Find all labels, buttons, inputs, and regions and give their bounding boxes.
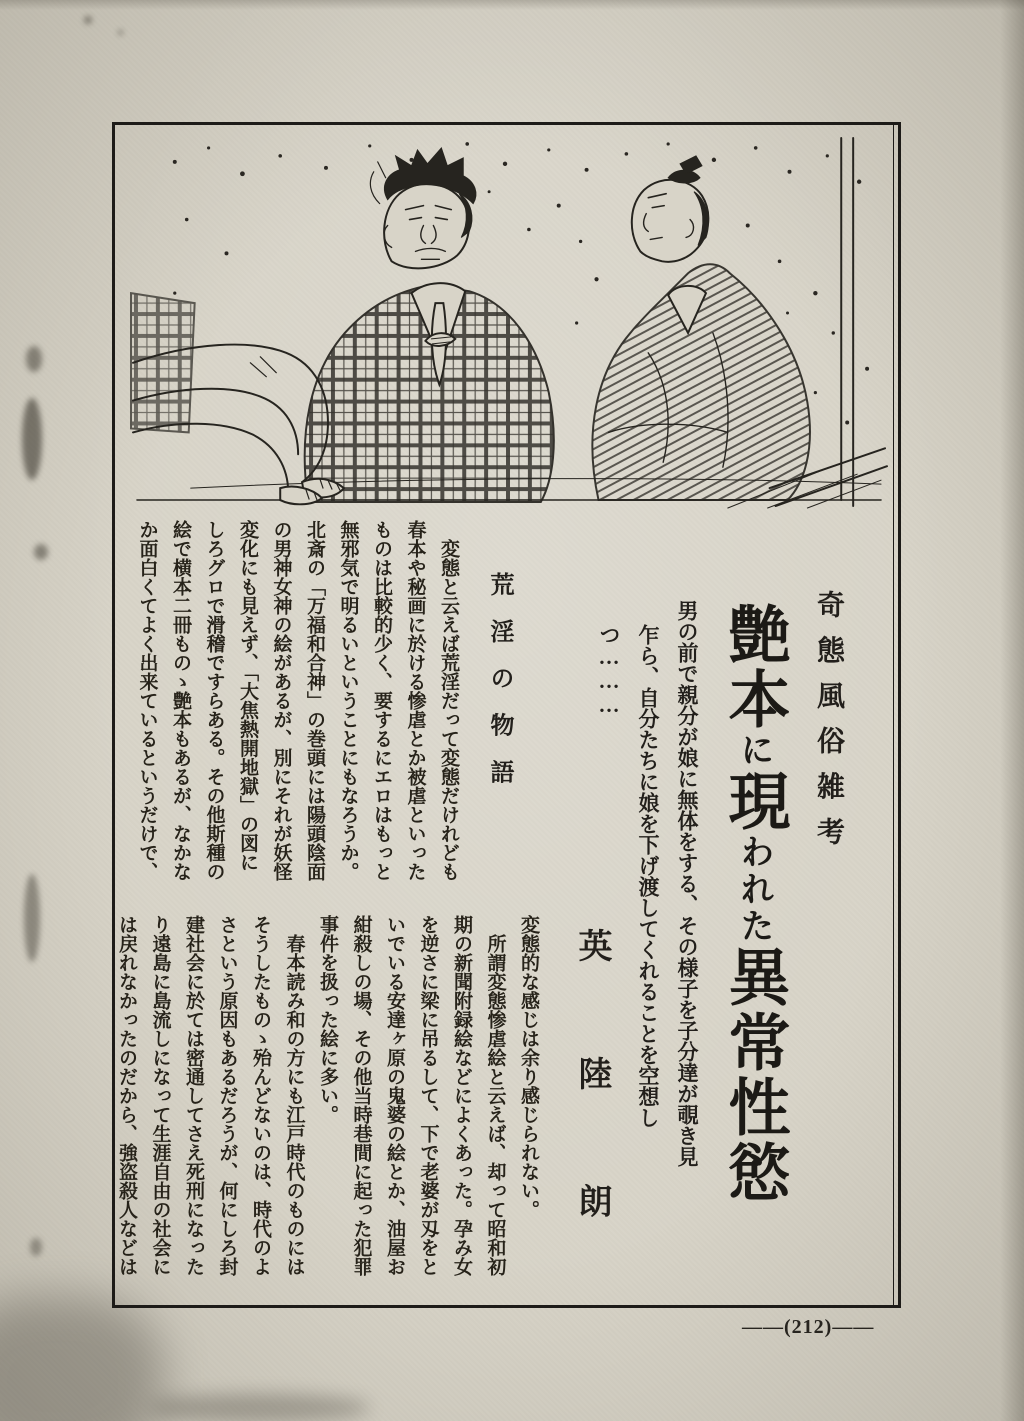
text-column: ものは比較的少く、要するにエロはもっと xyxy=(371,520,392,881)
author-name: 英 陸 朗 xyxy=(573,928,610,1248)
post-lines xyxy=(841,138,853,506)
paper-smudge xyxy=(34,544,48,560)
title-segment: われた xyxy=(735,834,772,945)
text-column: 変化にも見えず、「大焦熱開地獄」の図に xyxy=(237,520,258,872)
text-column: 所謂変態惨虐絵と云えば、却って昭和初 xyxy=(484,915,506,1276)
text-column: いでいる安達ヶ原の鬼婆の絵とか、油屋お xyxy=(384,915,405,1276)
text-column: 絵で横本二冊ものゝ艶本もあるが、なかな xyxy=(170,520,191,881)
article-title xyxy=(698,602,808,1227)
text-column: 建社会に於ては密通してさえ死刑になった xyxy=(183,915,204,1276)
text-column: 北斎の「万福和合神」の巻頭には陽頭陰面 xyxy=(304,520,325,881)
text-column: を逆さに梁に吊るして、下で老婆が刄をと xyxy=(417,915,439,1276)
text-column: 変態と云えば荒淫だって変態だけれども xyxy=(438,520,459,881)
paper-speck xyxy=(84,16,92,24)
paper-smudge xyxy=(24,874,40,962)
title-segment: 異常性慾 xyxy=(719,945,787,1205)
text-column: は戻れなかったのだから、強盗殺人などは xyxy=(116,915,137,1276)
paper-smudge xyxy=(22,398,42,480)
text-column: 無邪気で明るいということにもなろうか。 xyxy=(337,520,359,881)
text-column: そうしたものゝ殆んどないのは、時代のよ xyxy=(250,915,271,1276)
text-column: か面白くてよく出来ているというだけで、 xyxy=(136,520,158,881)
paper-smudge xyxy=(0,1296,164,1421)
text-column: さという原因もあるだろうが、何にしろ封 xyxy=(216,915,238,1276)
paper-smudge xyxy=(26,346,42,372)
text-column: 乍ら、自分たちに娘を下げ渡してくれることを空想しつ……… xyxy=(597,624,660,1128)
title-segment: 艶本 xyxy=(719,602,787,732)
page-edge-shade xyxy=(1000,0,1024,1421)
page-number: ——(212)—— xyxy=(742,1316,875,1338)
body-lower xyxy=(109,915,545,1313)
paper-speck xyxy=(118,30,123,35)
text-column: 春本や秘画に於ける惨虐とか被虐といった xyxy=(404,520,426,881)
text-column: 男の前で親分が娘に無体をする、その様子を子分達が覗き見 xyxy=(675,600,699,1167)
text-column: しろグロで滑稽ですらある。その他斯種の xyxy=(203,520,225,881)
subtitle xyxy=(597,600,706,1215)
text-column: 期の新聞附録絵などによくあった。孕み女 xyxy=(451,915,472,1276)
title-segment: 現 xyxy=(719,769,787,834)
paper-smudge xyxy=(150,1394,370,1421)
category-header: 奇態風俗雑考 xyxy=(813,590,844,863)
body-upper xyxy=(127,520,465,918)
title-segment: に xyxy=(735,732,772,769)
text-column: の男神女神の絵があるが、別にそれが妖怪 xyxy=(270,520,292,881)
text-column: 事件を扱った絵に多い。 xyxy=(317,915,338,1124)
paper-smudge xyxy=(30,1238,42,1256)
text-column: 変態的な感じは余り感じられない。 xyxy=(518,915,539,1219)
page-edge-shade xyxy=(0,0,1024,10)
text-column: 紺殺しの場、その他当時巷間に起った犯罪 xyxy=(350,915,372,1276)
woodblock-illustration xyxy=(130,134,888,510)
text-column: り遠島に島流しになって生涯自由の社会に xyxy=(149,915,171,1276)
text-column: 春本読み和の方にも江戸時代のものには xyxy=(283,915,305,1276)
section-heading: 荒淫の物語 xyxy=(486,572,512,806)
